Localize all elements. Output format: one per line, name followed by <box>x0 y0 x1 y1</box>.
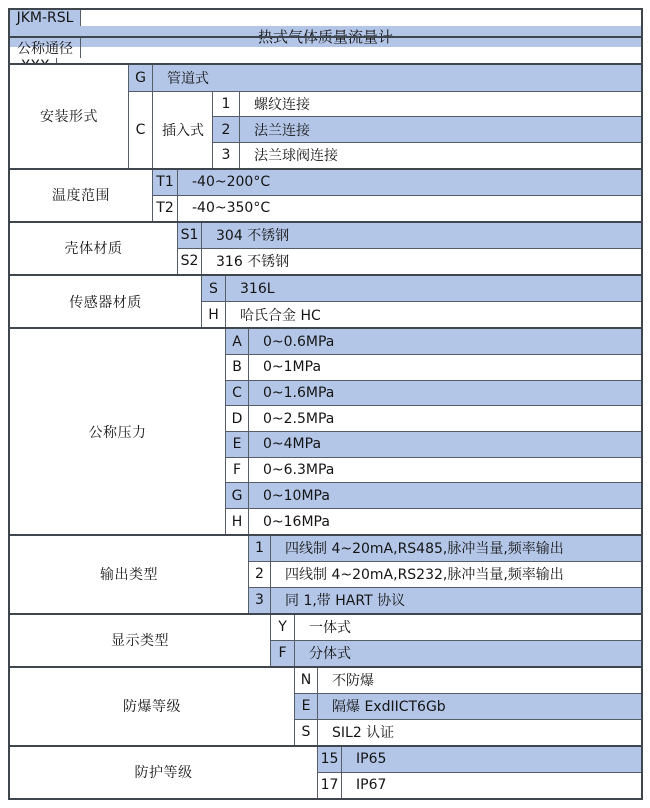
option-row <box>295 693 641 719</box>
table-title: 热式气体质量流量计 <box>10 26 641 47</box>
section-install <box>10 63 641 167</box>
option-code: S1 <box>178 223 202 248</box>
option-code: G <box>226 483 249 508</box>
option-code: 17 <box>318 773 342 798</box>
option-value: 哈氏合金 HC <box>240 307 321 324</box>
option-row <box>202 301 641 327</box>
option-value: 0~1MPa <box>263 359 322 376</box>
option-code: S <box>202 276 226 301</box>
model-code: JKM-RSL <box>10 10 81 26</box>
option-code: D <box>226 406 249 431</box>
option-row <box>213 142 641 168</box>
option-value: IP65 <box>342 747 641 772</box>
option-row <box>226 380 641 406</box>
option-code: T2 <box>153 196 178 221</box>
option-row <box>226 354 641 380</box>
option-code: 1 <box>249 536 271 561</box>
option-code: S <box>295 720 318 745</box>
option-row <box>318 772 641 798</box>
option-code: T1 <box>153 170 178 195</box>
option-value: 隔爆 ExdIICT6Gb <box>318 694 641 719</box>
option-code: 2 <box>213 117 240 142</box>
option-row <box>178 223 641 248</box>
option-row <box>226 482 641 508</box>
option-row <box>153 195 641 221</box>
option-code: 2 <box>249 562 271 587</box>
option-row <box>295 719 641 745</box>
section-label-explosion-proof: 防爆等级 <box>10 668 295 745</box>
option-value: 304 不锈钢 <box>202 223 641 248</box>
option-row <box>153 170 641 195</box>
option-code: A <box>226 329 249 354</box>
section-housing-material <box>10 221 641 274</box>
option-value: 0~4MPa <box>249 432 641 457</box>
option-row <box>249 587 641 613</box>
insert-name: 插入式 <box>154 92 213 168</box>
option-row <box>226 329 641 354</box>
option-value: 316L <box>226 276 641 301</box>
option-code: E <box>295 694 318 719</box>
option-row <box>202 276 641 301</box>
option-value: 0~0.6MPa <box>249 329 641 354</box>
option-value: 管道式 <box>153 65 641 90</box>
option-value: 0~10MPa <box>249 483 641 508</box>
section-label-display: 显示类型 <box>10 615 271 666</box>
option-value: 法兰连接 <box>240 117 641 142</box>
option-row <box>178 248 641 274</box>
option-value: 同 1,带 HART 协议 <box>271 588 641 613</box>
section-label-protection: 防护等级 <box>10 747 318 798</box>
section-sensor-material <box>10 274 641 327</box>
option-code: H <box>202 302 226 327</box>
option-value: -40~200°C <box>178 170 641 195</box>
section-output-type <box>10 534 641 613</box>
option-value: 0~16MPa <box>263 513 330 530</box>
option-value: 四线制 4~20mA,RS485,脉冲当量,频率输出 <box>271 536 641 561</box>
section-temperature-range <box>10 168 641 221</box>
option-value: 一体式 <box>309 620 351 637</box>
option-code: 3 <box>213 143 240 168</box>
section-explosion-proof <box>10 666 641 745</box>
insert-type-group <box>129 91 641 168</box>
option-code: N <box>295 668 318 693</box>
section-label-housing: 壳体材质 <box>10 223 178 274</box>
section-label-temperature: 温度范围 <box>10 170 153 221</box>
option-value: -40~350°C <box>192 200 271 217</box>
model-selection-table <box>8 8 643 800</box>
section-nominal-pressure <box>10 327 641 534</box>
diameter-label: 公称通径 <box>10 38 81 58</box>
option-row <box>295 668 641 693</box>
section-label-install: 安装形式 <box>10 65 129 167</box>
option-code: S2 <box>178 249 202 274</box>
option-code: C <box>226 381 249 406</box>
option-value: 分体式 <box>295 641 641 666</box>
option-code: 15 <box>318 747 342 772</box>
option-row <box>249 561 641 587</box>
option-row <box>213 92 641 117</box>
section-display-type <box>10 613 641 666</box>
option-code: F <box>271 641 295 666</box>
option-value: 0~2.5MPa <box>263 410 335 427</box>
option-code: B <box>226 355 249 380</box>
option-row <box>226 508 641 534</box>
option-code: G <box>129 65 153 90</box>
option-row <box>226 431 641 457</box>
option-row <box>271 615 641 640</box>
option-value: 316 不锈钢 <box>216 254 290 271</box>
option-code: E <box>226 432 249 457</box>
option-row <box>318 747 641 772</box>
option-row-pipe <box>129 65 641 90</box>
option-code: 3 <box>249 588 271 613</box>
section-label-output: 输出类型 <box>10 536 249 613</box>
title-row <box>10 10 641 46</box>
option-code: H <box>226 509 249 534</box>
option-row <box>249 536 641 561</box>
diameter-row <box>10 36 641 64</box>
section-label-pressure: 公称压力 <box>10 329 226 534</box>
option-row <box>213 116 641 142</box>
option-value: 不防爆 <box>332 673 374 690</box>
option-value: SIL2 认证 <box>332 725 395 742</box>
option-value: 法兰球阀连接 <box>254 148 338 165</box>
option-row <box>271 640 641 666</box>
option-code: 1 <box>213 92 240 117</box>
option-row <box>226 457 641 483</box>
option-value: 0~1.6MPa <box>249 381 641 406</box>
option-row <box>226 405 641 431</box>
option-code: Y <box>271 615 295 640</box>
section-label-sensor: 传感器材质 <box>10 276 202 327</box>
option-value: IP67 <box>356 777 387 794</box>
option-value: 0~6.3MPa <box>263 462 335 479</box>
option-code: F <box>226 458 249 483</box>
option-value: 螺纹连接 <box>254 96 310 113</box>
section-protection-grade <box>10 745 641 798</box>
option-value: 四线制 4~20mA,RS232,脉冲当量,频率输出 <box>285 567 564 584</box>
insert-code: C <box>129 92 153 168</box>
